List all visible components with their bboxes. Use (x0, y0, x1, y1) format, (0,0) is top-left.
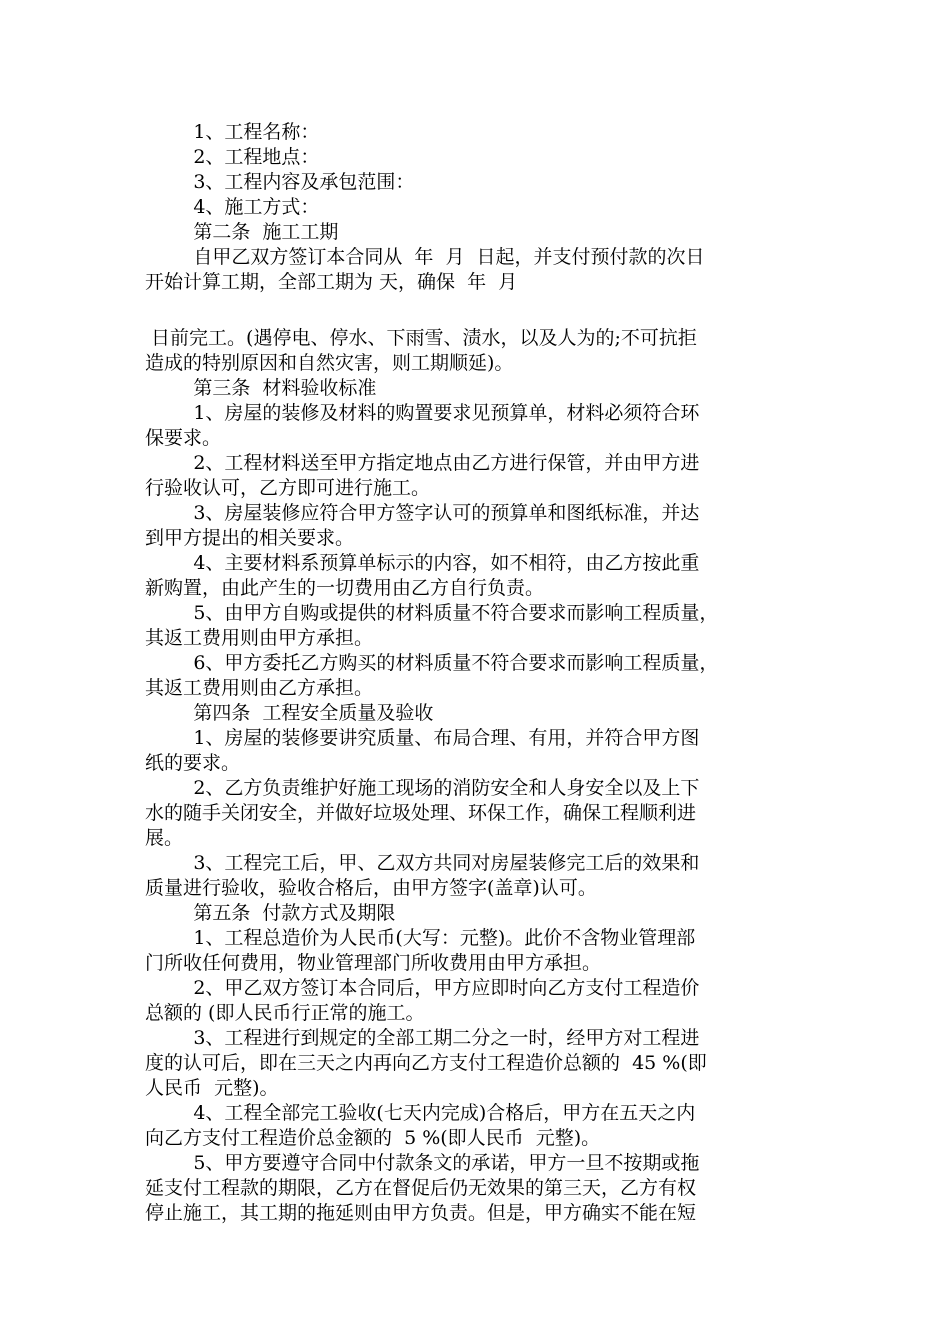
contract-text (145, 120, 820, 1226)
text-line: 其返工费用则由乙方承担。 (145, 677, 374, 699)
text-line: 2、工程材料送至甲方指定地点由乙方进行保管，并由甲方进 (145, 452, 700, 474)
text-line: 质量进行验收，验收合格后，由甲方签字(盖章)认可。 (145, 877, 597, 899)
text-line: 日前完工。(遇停电、停水、下雨雪、渍水，以及人为的;不可抗拒 (145, 327, 697, 349)
text-line: 行验收认可，乙方即可进行施工。 (145, 477, 431, 499)
text-line: 第二条 施工工期 (145, 221, 339, 243)
text-line: 延支付工程款的期限，乙方在督促后仍无效果的第三天，乙方有权 (145, 1177, 697, 1199)
text-line: 造成的特别原因和自然灾害，则工期顺延)。 (145, 352, 514, 374)
text-line: 自甲乙双方签订本合同从 年 月 日起，并支付预付款的次日 (145, 246, 705, 268)
text-line: 4、工程全部完工验收(七天内完成)合格后，甲方在五天之内 (145, 1102, 696, 1124)
paragraph-gap (145, 295, 820, 326)
text-line: 停止施工，其工期的拖延则由甲方负责。但是，甲方确实不能在短 (145, 1202, 697, 1224)
text-line: 纸的要求。 (145, 752, 241, 774)
text-line: 度的认可后，即在三天之内再向乙方支付工程造价总额的 45 %(即 (145, 1052, 707, 1074)
contract-section-clauses (145, 326, 820, 1226)
text-line: 1、工程总造价为人民币(大写：元整)。此价不含物业管理部 (145, 927, 696, 949)
text-line: 1、房屋的装修及材料的购置要求见预算单，材料必须符合环 (145, 402, 700, 424)
text-line: 3、房屋装修应符合甲方签字认可的预算单和图纸标准，并达 (145, 502, 700, 524)
text-line: 2、乙方负责维护好施工现场的消防安全和人身安全以及上下 (145, 777, 700, 799)
text-line: 第五条 付款方式及期限 (145, 902, 396, 924)
text-line: 展。 (145, 827, 184, 849)
text-line: 人民币 元整)。 (145, 1077, 279, 1099)
text-line: 6、甲方委托乙方购买的材料质量不符合要求而影响工程质量， (145, 652, 719, 674)
text-line: 3、工程完工后，甲、乙双方共同对房屋装修完工后的效果和 (145, 852, 700, 874)
text-line: 1、房屋的装修要讲究质量、布局合理、有用，并符合甲方图 (145, 727, 700, 749)
text-line: 开始计算工期，全部工期为 天，确保 年 月 (145, 271, 518, 293)
text-line: 第三条 材料验收标准 (145, 377, 377, 399)
text-line: 5、甲方要遵守合同中付款条文的承诺，甲方一旦不按期或拖 (145, 1152, 700, 1174)
text-line: 3、工程进行到规定的全部工期二分之一时，经甲方对工程进 (145, 1027, 700, 1049)
text-line: 2、甲乙双方签订本合同后，甲方应即时向乙方支付工程造价 (145, 977, 700, 999)
text-line: 5、由甲方自购或提供的材料质量不符合要求而影响工程质量， (145, 602, 719, 624)
contract-section-schedule (145, 120, 820, 295)
text-line: 门所收任何费用，物业管理部门所收费用由甲方承担。 (145, 952, 602, 974)
text-line: 第四条 工程安全质量及验收 (145, 702, 434, 724)
text-line: 2、工程地点： (145, 146, 320, 168)
text-line: 其返工费用则由甲方承担。 (145, 627, 374, 649)
text-line: 4、施工方式： (145, 196, 320, 218)
text-line: 到甲方提出的相关要求。 (145, 527, 355, 549)
text-line: 4、主要材料系预算单标示的内容，如不相符，由乙方按此重 (145, 552, 700, 574)
text-line: 保要求。 (145, 427, 222, 449)
text-line: 3、工程内容及承包范围： (145, 171, 415, 193)
text-line: 新购置，由此产生的一切费用由乙方自行负责。 (145, 577, 545, 599)
text-line: 1、工程名称： (145, 121, 320, 143)
text-line: 水的随手关闭安全，并做好垃圾处理、环保工作，确保工程顺利进 (145, 802, 697, 824)
text-line: 总额的 (即人民币行正常的施工。 (145, 1002, 425, 1024)
text-line: 向乙方支付工程造价总金额的 5 %(即人民币 元整)。 (145, 1127, 601, 1149)
